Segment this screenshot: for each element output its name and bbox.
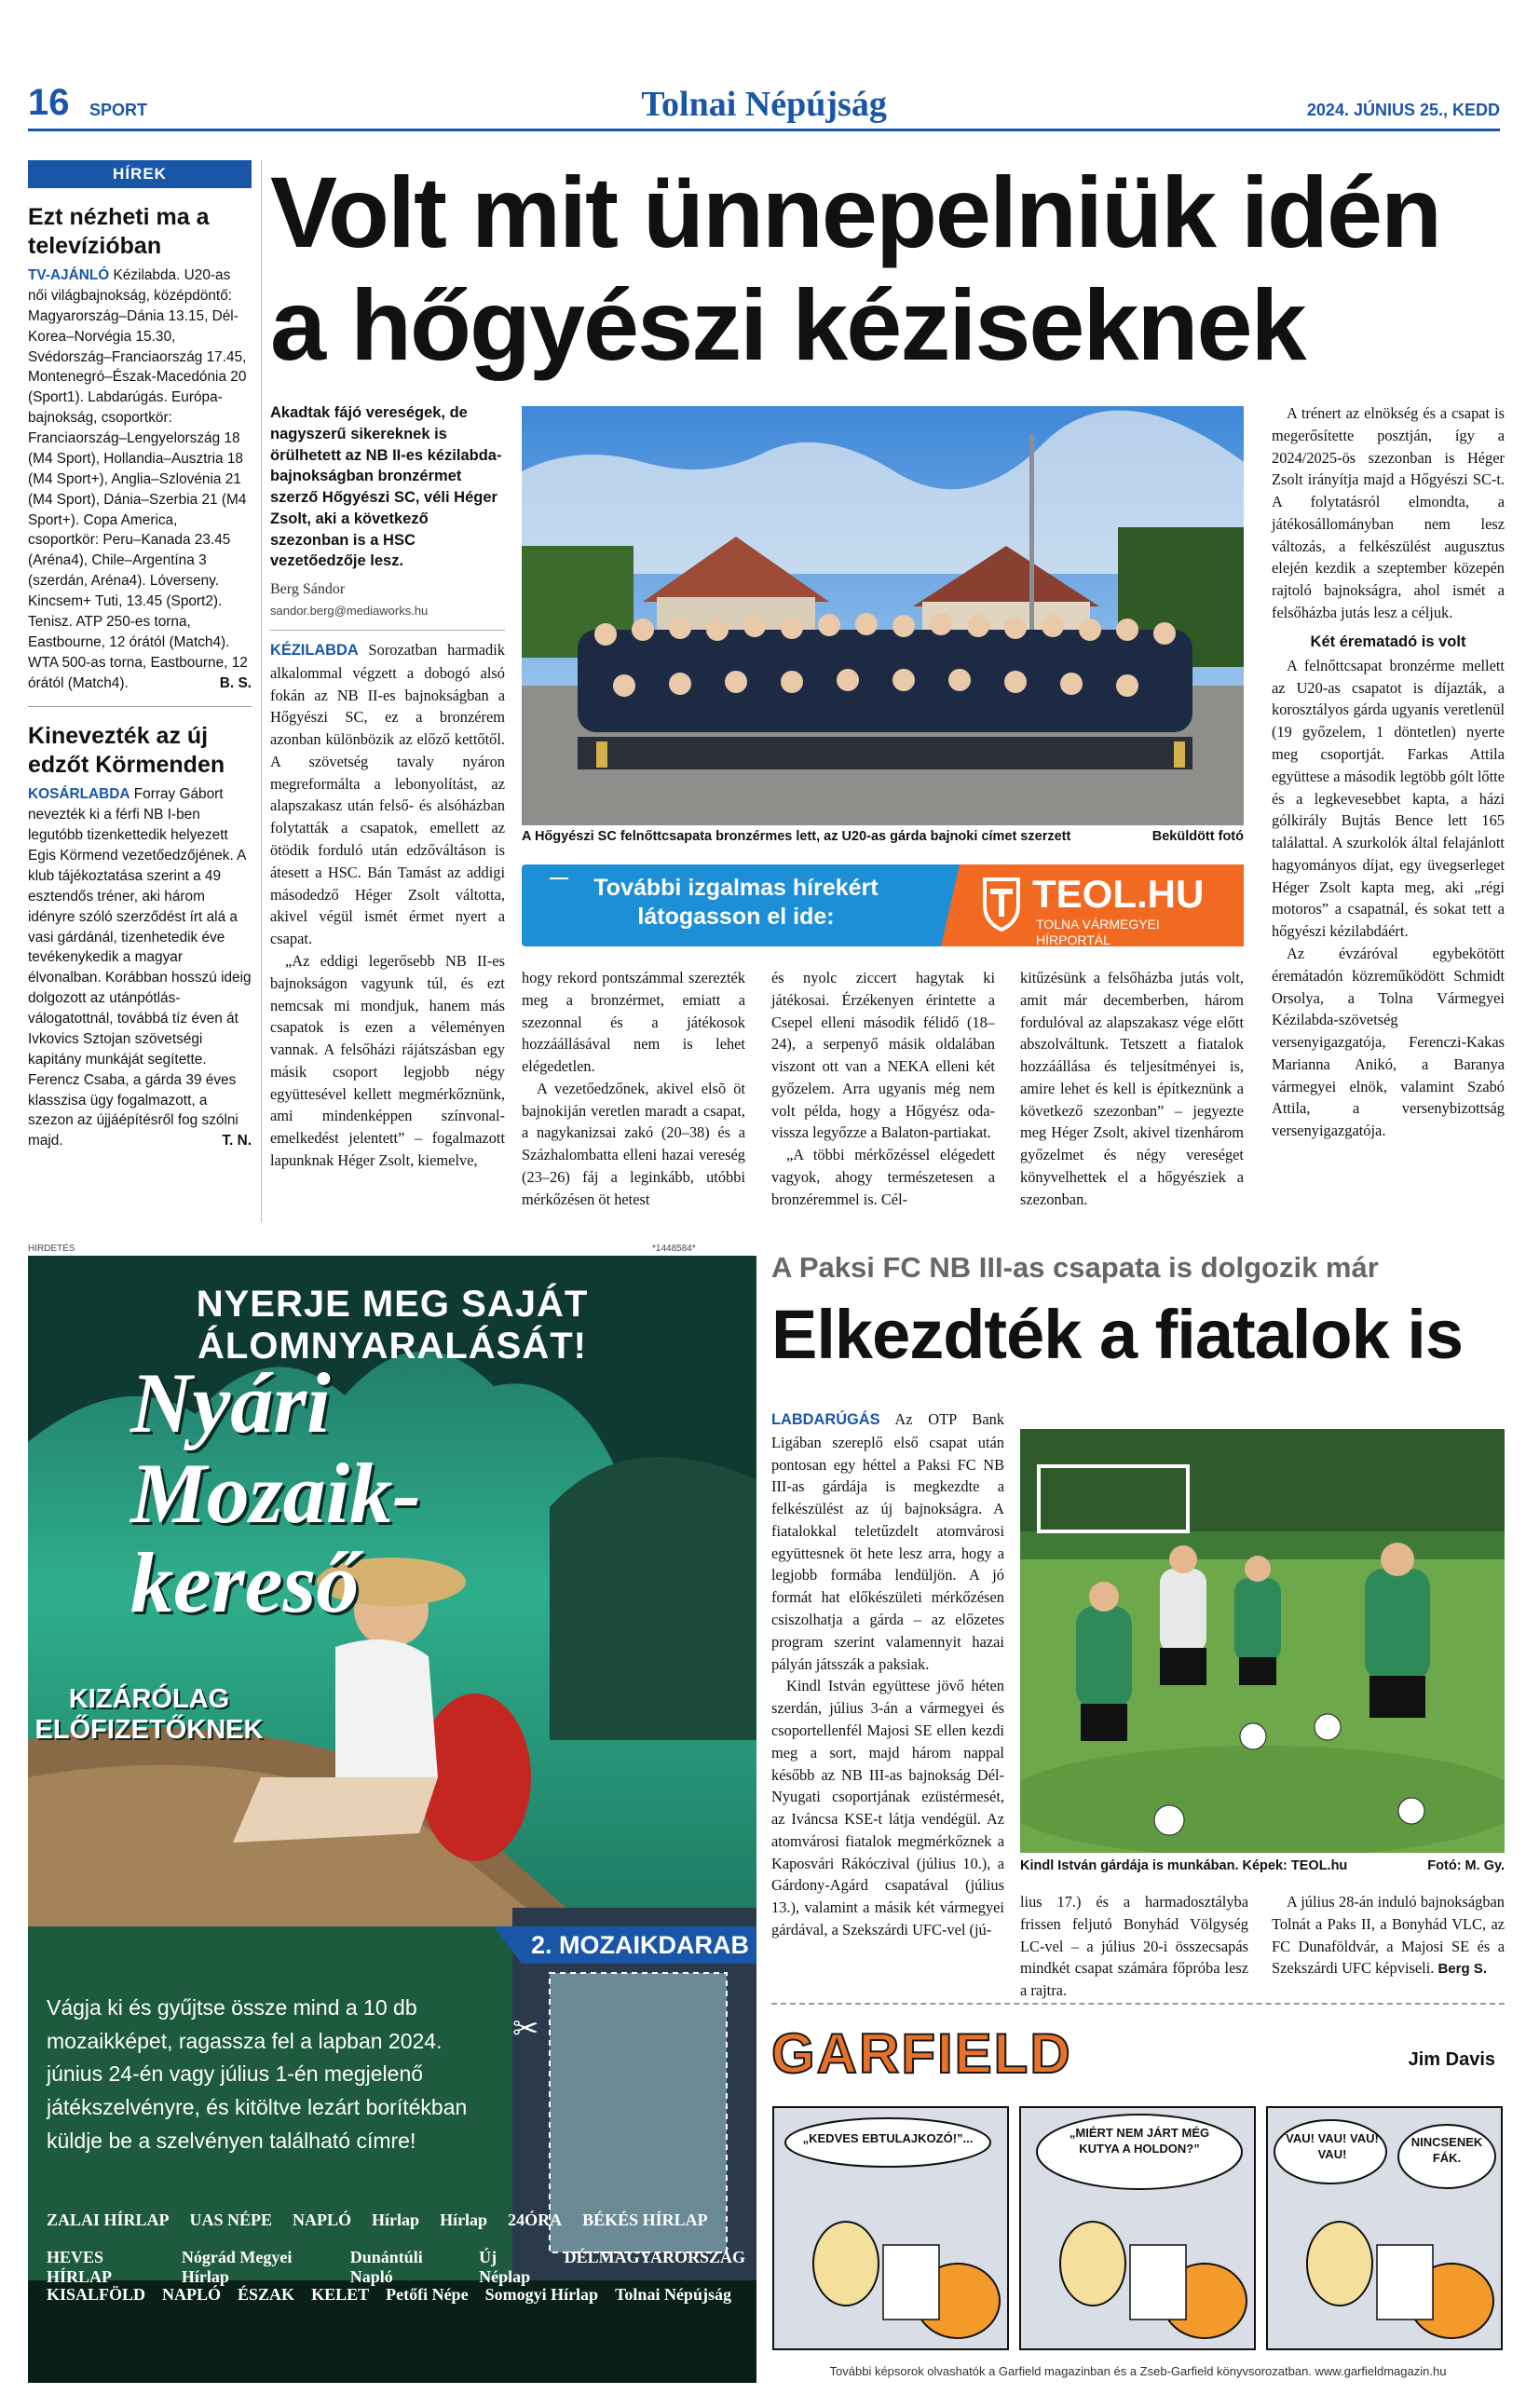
ad-subscribers: KIZÁRÓLAG ELŐFIZETŐKNEK bbox=[34, 1684, 264, 1746]
news-sidebar bbox=[28, 160, 252, 1222]
article2-headline: Elkezdték a fiatalok is bbox=[771, 1296, 1464, 1373]
tv-guide-keyword: TV-AJÁNLÓ bbox=[28, 267, 110, 283]
article1-keyword: KÉZILABDA bbox=[270, 642, 359, 659]
teol-banner[interactable] bbox=[522, 864, 1244, 946]
sidebar-label: HÍREK bbox=[28, 160, 252, 188]
teol-banner-text: További izgalmas hírekért látogasson el ide: bbox=[593, 875, 879, 931]
kormend-title: Kinevezték az új edzőt Körmenden bbox=[28, 723, 225, 778]
ad-papers-row2: HEVES HÍRLAP Nógrád Megyei Hírlap Dunántúli Napló Új Néplap DÉLMAGYARORSZÁG bbox=[47, 2248, 745, 2286]
article2-kicker: A Paksi FC NB III-as csapata is dolgozik már bbox=[771, 1251, 1379, 1284]
section-label: SPORT bbox=[89, 101, 148, 119]
ad-papers-row3: KISALFÖLD NAPLÓ ÉSZAK KELET Petőfi Népe Somogyi Hírlap Tolnai Népújság bbox=[47, 2285, 731, 2304]
page-number: 16 bbox=[28, 82, 70, 123]
teol-brand: TEOL.HU bbox=[1032, 872, 1205, 916]
article1-col5: A trénert az elnökség és a csapat is megerősítette posztján, így a 2024/2025-ös szezonban is Héger Zsolt irányítja majd a Hőgyészi SC-t. A folytatásról elmondta, a játékosállományban nem lesz változás, a felkészülést augusztus elején kezdik a szeptember közepén rajtoló bajnokságra, ahol ismét a felsőházba jutás lesz a céljuk. Két érematadó is volt A felnőttcsapat bronzérme mellett az U20-as csapatot is díjazták, a korosztályos gárda ugyanis veretlenül (19 győzelem, 1 döntetlen) nyerte meg csoportját. Farkas Attila együttese a második legtöbb gólt lőtte és a legkevesebbet kapta, a házi gólkirály Bujtás Bence lett 165 találattal. A szurkolók által felajánlott hagyományos díjat, egy üvegserleget Héger Zsolt kapta meg, aki „régi motoros” a csapatnál, és sokat tett a hőgyészi kézilabdáért. Az évzáróval egybekötött éremátadón közreműködött Schmidt Orsolya, a Tolna Vármegyei Kézilabda-szövetség versenyigazgatója, Ferenczi-Kakas Marianna Anikó, a Baranya vármegyei elnök, valamint Szabó Attila, a versenybizottság versenyigazgatója. bbox=[1272, 404, 1505, 1140]
article2-col1: LABDARÚGÁS Az OTP Bank Ligában szereplő első csapat után pontosan egy héttel a Paksi FC NB III-as gárdája is megkezdte a felkészülést az új bajnokságra. A fiatalokkal teletűzdelt atomvárosi együttesnek öt hete lesz arra, hogy a legjobb formába lendüljön. A jó formát hat előkészületi mérkőzésen csiszolhatja a gárda – az előzetes program szerint valamennyit hazai pályán játsszák a paksiak. Kindl István együttese jövő héten szerdán, július 3-án a vármegyei és csoportellenfél Majosi SE ellen kezdi meg a sort, majd három nappal később az NB III-as bajnokság Dél-Nyugati csoportjának ezüstérmesét, az Iváncsa KSE-t látja vendégül. Az atomvárosi fiatalok megmérkőznek a Kaposvári Rákóczival (július 10.), a Gárdony-Agárd csapatával (július 13.), valamint a másik két vármegyei gárdával, a Szekszárdi UFC-vel (jú- bbox=[771, 1410, 1004, 1939]
ad-top-line: NYERJE MEG SAJÁT ÁLOMNYARALÁSÁT! bbox=[196, 1284, 589, 1367]
author-email[interactable]: sandor.berg@mediaworks.hu bbox=[270, 604, 429, 618]
scissors-icon: ✂ bbox=[512, 2010, 539, 2047]
article1-col3: és nyolc ziccert hagytak ki játékosai. Érzékenyen érintette a Csepel elleni második félidő (18–24), a serpenyő másik oldalában viszont ott van a NEKA elleni két győzelem. Arra ugyanis még nem volt példa, hogy a Hőgyész oda-vissza legyőzze a Balaton-partiakat. „A többi mérkőzéssel elégedett vagyok, ahogy természetesen a bronzéremmel is. Cél- bbox=[771, 969, 995, 1208]
team-photo-illustration bbox=[522, 406, 1244, 825]
garfield-bubble-3a: VAU! VAU! VAU! VAU! bbox=[1286, 2131, 1379, 2161]
article1-col1: KÉZILABDA Sorozatban harmadik alkalommal végzett a dobogó alsó fokán az NB II-es bajnokságban a Hőgyészi SC, ez a bronzérem azonban különbözik az előző kettőtől. A szövetség tavaly nyáron megreformálta a lebonyolítást, az alapszakasz után felső- és alsóházban folytatták a csapatok, emellett az ötödik forduló után edzőváltáson is átesett a HSC. Bán Tamást az addigi másodedző Héger Zsolt váltotta, akivel végül ismét érmet nyert a csapat. „Az eddigi legerősebb NB II-es bajnokságon vagyunk túl, és ezt nemcsak mi mondjuk, hanem más csapatok is ezen a véleményen vannak. A felsőházi rájátszásban egy másik csoport legjobb négy együttesével kellett megmérkőznünk, ami mindenképpen színvonal-emelkedést jelentett” – fogalmazott lapunknak Héger Zsolt, kiemelve, bbox=[270, 641, 505, 1169]
page-header bbox=[28, 82, 1500, 131]
training-photo-illustration bbox=[1020, 1429, 1505, 1853]
garfield-footer: További képsorok olvashatók a Garfield magazinban és a Zseb-Garfield könyvsorozatban. www.garfieldmagazin.hu bbox=[829, 2364, 1447, 2378]
ad-piece: 2. MOZAIKDARAB bbox=[531, 1931, 749, 1959]
team-photo bbox=[522, 406, 1244, 825]
tv-guide-text: TV-AJÁNLÓ Kézilabda. U20-as női világbajnokság, középdöntő: Magyarország–Dánia 13.15, Dél-Korea–Norvégia 15.30, Svédország–Franciaország 17.45, Montenegró–Észak-Macedónia 20 (Sport1). Labdarúgás. Európa-bajnokság, csoportkör: Franciaország–Lengyelország 18 (M4 Sport), Hollandia–Ausztria 18 (M4 Sport+), Anglia–Szlovénia 21 (M4 Sport), Dánia–Szerbia 21 (M4 Sport+). Copa America, csoportkör: Peru–Kanada 23.45 (Aréna4), Chile–Argentína 3 (szerdán, Aréna4). Lóverseny. Kincsem+ Tuti, 13.45 (Sport2). Tenisz. ATP 250-es torna, Eastbourne, 12 órától (Match4). WTA 500-as torna, Eastbourne, 12 órától (Match4). B. S. bbox=[28, 265, 252, 693]
ad-code: *1448584* bbox=[652, 1244, 696, 1254]
article1-subhead: Két érematadó is volt bbox=[1310, 633, 1466, 650]
kormend-keyword: KOSÁRLABDA bbox=[28, 786, 130, 803]
column-rule bbox=[261, 160, 262, 1222]
article2-col3: A július 28-án induló bajnokságban Tolnát a Paks II, a Bonyhád VLC, az FC Dunaföldvár, a Majosi SE és a Szekszárdi UFC képviseli. Berg S. bbox=[1272, 1893, 1505, 1978]
main-headline: Volt mit ünnepelniük idén a hőgyészi kéziseknek bbox=[270, 156, 1441, 381]
garfield-bubble-3b: NINCSENEK FÁK. bbox=[1410, 2135, 1483, 2165]
issue-date: 2024. JÚNIUS 25., KEDD bbox=[1306, 101, 1500, 119]
tv-guide-title: Ezt nézheti ma a televízióban bbox=[28, 204, 210, 259]
garfield-bubble-1: „KEDVES EBTULAJKOZÓ!”... bbox=[802, 2131, 974, 2145]
article2-signature: Berg S. bbox=[1437, 1961, 1487, 1978]
ad-label: HIRDETÉS bbox=[28, 1244, 75, 1254]
sidebar-divider bbox=[28, 706, 252, 707]
article1-col4: kitűzésünk a felsőházba jutás volt, amit már decemberben, három fordulóval az alapszakasz vége előtt abszolváltunk. Tetszett a fiatalok hozzáállása és teljesítményei is, amire lehet és kell is építkeznünk a következő szezonban” – jegyezte meg Héger Zsolt, akivel tizenhárom győzelmet és négy vereséget könyvelhettek el a hőgyésziek a szezonban. bbox=[1020, 969, 1244, 1208]
article-lead: Akadtak fájó vereségek, de nagyszerű sikereknek is örülhetett az NB II-es kézilabda-bajnokságban bronzérmet szerző Hőgyészi SC, véli Héger Zsolt, aki a következő szezonban is a HSC vezetőedzője lesz. bbox=[270, 404, 502, 570]
garfield-author: Jim Davis bbox=[1408, 2049, 1495, 2070]
ad-title: Nyári Mozaik- kereső bbox=[130, 1355, 421, 1631]
kormend-text: KOSÁRLABDA Forray Gábort nevezték ki a férfi NB I-ben legutóbb tizenkettedik helyezett Egis Körmend vezetőedzőjének. A klub tájékoztatása szerint a 49 esztendős tréner, aki három idényre szóló szerződést írt alá a vasi gárdánál, tizenhetedik éve tevékenykedik a magyar élvonalban. Korábban hosszú ideig dolgozott az utánpótlás-válogatottnál, továbbá tíz éven át Ivkovics Sztojan szövetségi kapitány munkáját segítette. Ferencz Csaba, a gárda 39 éves klasszisa ügy fogalmazott, a szezon az újjáépítésről fog szólni majd. T. N. bbox=[28, 784, 252, 1151]
team-photo-credit: Beküldött fotó bbox=[1151, 829, 1244, 844]
garfield-bubble-2: „MIÉRT NEM JÁRT MÉG KUTYA A HOLDON?” bbox=[1069, 2126, 1210, 2156]
kormend-signature: T. N. bbox=[222, 1133, 252, 1150]
article1-col2: hogy rekord pontszámmal szerezték meg a bronzérmet, emiatt a szezonnal és a játékosok hozzáállásával nem is lehet elégedetlen. A vezetőedzőnek, akivel elsõ öt bajnokiján veretlen maradt a csapat, a nagykanizsai zakó (20–38) és a Százhalombatta elleni hazai vereség (23–26) fáj a leginkább, utóbbi mérkőzésen öt hetest bbox=[522, 969, 745, 1208]
paper-name: Tolnai Népújság bbox=[641, 85, 887, 124]
tv-guide-signature: B. S. bbox=[219, 674, 252, 691]
training-photo-caption: Kindl István gárdája is munkában. Képek: TEOL.hu Fotó: M. Gy. bbox=[1020, 1858, 1505, 1873]
comic-cut-line bbox=[771, 2003, 1505, 2005]
teol-tagline: TOLNA VÁRMEGYEI HÍRPORTÁL bbox=[1036, 917, 1160, 947]
training-photo bbox=[1020, 1429, 1505, 1853]
garfield-comic bbox=[771, 2021, 1505, 2389]
article2-col2: lius 17.) és a harmadosztályba frissen feljutó Bonyhád Völgység LC-vel – a július 20-i összecsapás mindkét csapat számára főpróba lesz a rajtra. bbox=[1020, 1893, 1248, 2000]
author-name: Berg Sándor bbox=[270, 581, 346, 597]
article2-keyword: LABDARÚGÁS bbox=[771, 1411, 880, 1428]
author-rule bbox=[270, 630, 505, 631]
team-photo-caption: A Hőgyészi SC felnőttcsapata bronzérmes lett, az U20-as gárda bajnoki címet szerzett Beküldött fotó bbox=[522, 829, 1244, 844]
mosaic-ad[interactable] bbox=[28, 1256, 756, 2383]
ad-body: Vágja ki és gyűjtse össze mind a 10 db mozaikképet, ragassza fel a lapban 2024. június 24-én vagy július 1-én megjelenő játékszelvényre, és kitöltve lezárt borítékban küldje be a szelvényen található címre! bbox=[47, 1995, 468, 2153]
training-photo-credit: Fotó: M. Gy. bbox=[1427, 1858, 1505, 1873]
ad-papers-row1: ZALAI HÍRLAP UAS NÉPE NAPLÓ Hírlap Hírlap 24ÓRA BÉKÉS HÍRLAP bbox=[47, 2211, 708, 2229]
garfield-logo: GARFIELD bbox=[771, 2022, 1072, 2085]
teol-shield-icon bbox=[983, 877, 1020, 932]
